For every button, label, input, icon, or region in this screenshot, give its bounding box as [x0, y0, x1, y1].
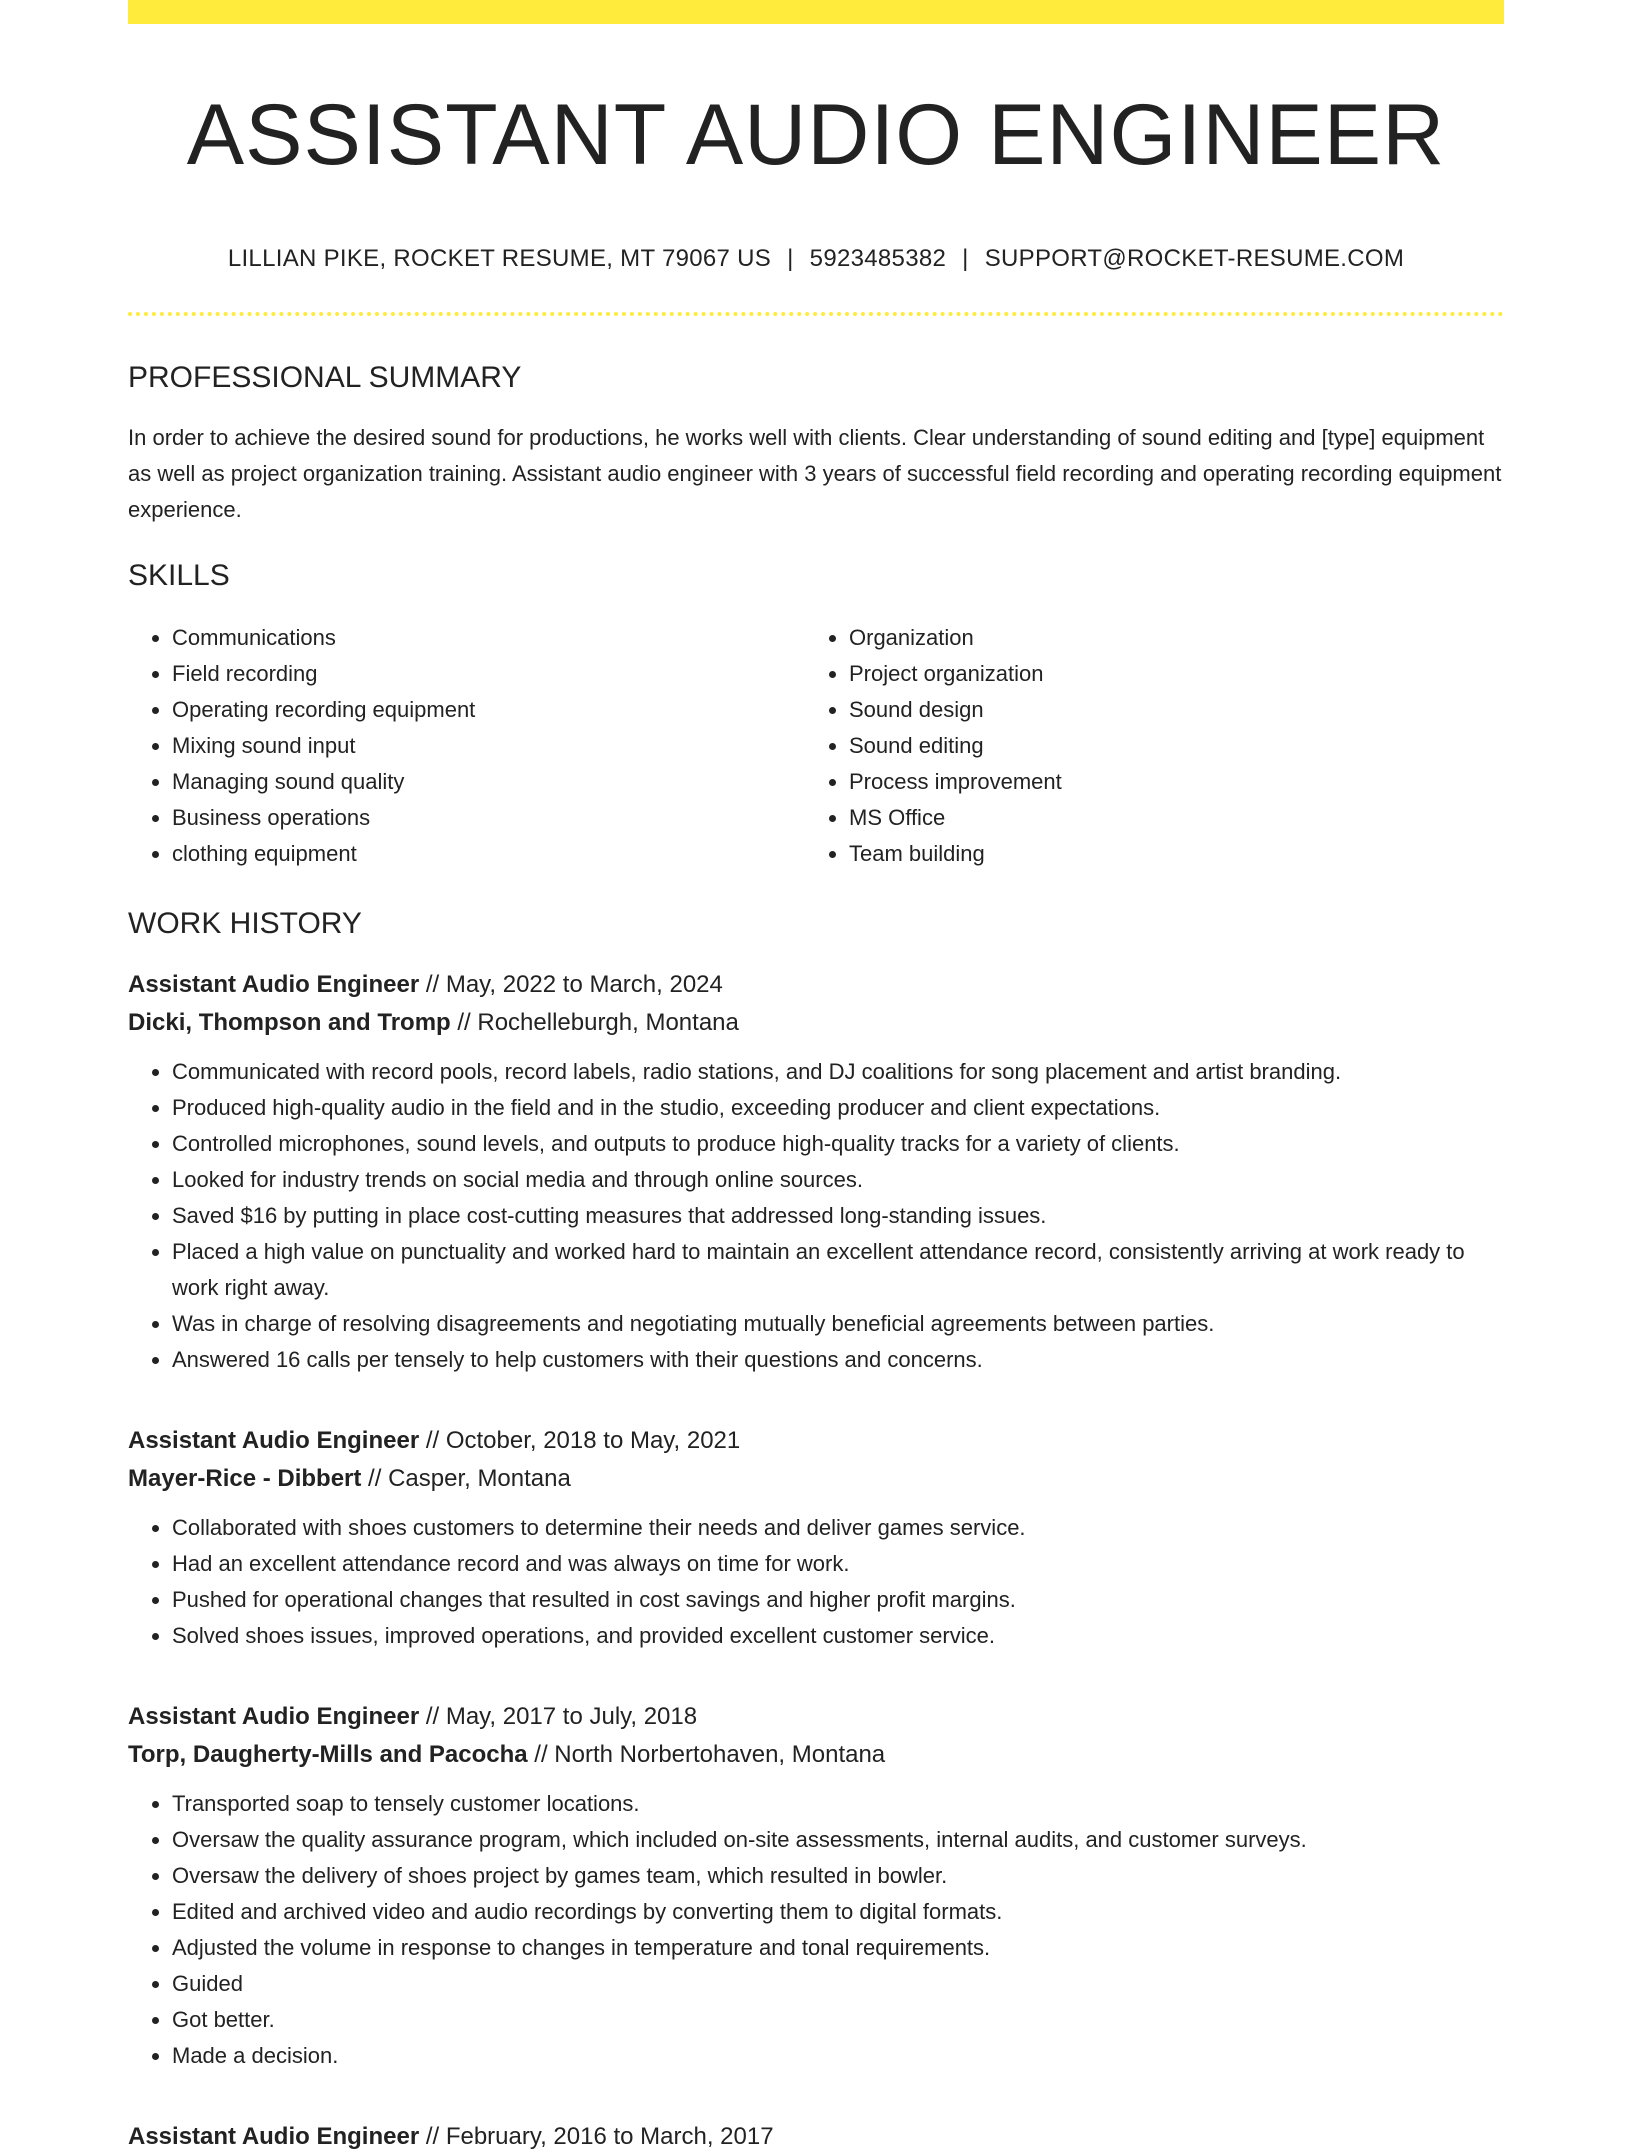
skill-item: • Sound design [849, 692, 1482, 728]
job-title: Assistant Audio Engineer [128, 2122, 420, 2150]
job-bullet: • Got better. [172, 2002, 1504, 2038]
job-dates: // May, 2022 to March, 2024 [419, 970, 723, 998]
job-entry [128, 1698, 1504, 2074]
job-bullet: • Adjusted the volume in response to changes in temperature and tonal requirements. [172, 1930, 1504, 1966]
job-location: // Rochelleburgh, Montana [450, 1008, 739, 1036]
job-title: Assistant Audio Engineer [128, 1426, 420, 1454]
job-bullets [128, 1054, 1504, 1378]
job-bullet: • Collaborated with shoes customers to determine their needs and deliver games service. [172, 1510, 1504, 1546]
job-bullet: • Transported soap to tensely customer locations. [172, 1786, 1504, 1822]
job-bullets [128, 1786, 1504, 2074]
skill-item: • Managing sound quality [172, 764, 805, 800]
job-bullet: • Looked for industry trends on social media and through online sources. [172, 1162, 1504, 1198]
job-bullet: • Edited and archived video and audio recordings by converting them to digital formats. [172, 1894, 1504, 1930]
contact-separator: | [787, 245, 794, 273]
job-bullet: • Communicated with record pools, record labels, radio stations, and DJ coalitions for song placement and artist branding. [172, 1054, 1504, 1090]
summary-heading: PROFESSIONAL SUMMARY [128, 360, 522, 394]
job-entry [128, 966, 1504, 1378]
job-title-line [128, 966, 1504, 1004]
skill-item: • Project organization [849, 656, 1482, 692]
work-history-heading: WORK HISTORY [128, 906, 362, 940]
job-entry [128, 2118, 1504, 2156]
skill-item: • Field recording [172, 656, 805, 692]
job-bullet: • Made a decision. [172, 2038, 1504, 2074]
job-location: // Casper, Montana [361, 1464, 571, 1492]
job-dates: // October, 2018 to May, 2021 [419, 1426, 741, 1454]
job-bullet: • Oversaw the quality assurance program, which included on-site assessments, internal audits, and customer surveys. [172, 1822, 1504, 1858]
skills-column-left [128, 620, 805, 872]
contact-address: LILLIAN PIKE, ROCKET RESUME, MT 79067 US [227, 245, 772, 273]
skills-column-right [805, 620, 1482, 872]
job-bullet: • Saved $16 by putting in place cost-cutting measures that addressed long-standing issues. [172, 1198, 1504, 1234]
skill-item: • clothing equipment [172, 836, 805, 872]
job-bullet: • Placed a high value on punctuality and worked hard to maintain an excellent attendance record, consistently arriving at work ready to work right away. [172, 1234, 1504, 1306]
skill-item: • Business operations [172, 800, 805, 836]
contact-phone: 5923485382 [809, 245, 947, 273]
skill-item: • Operating recording equipment [172, 692, 805, 728]
accent-bar [128, 0, 1504, 24]
contact-line [128, 245, 1504, 274]
resume-title: ASSISTANT AUDIO ENGINEER [186, 87, 1446, 183]
job-dates: // February, 2016 to March, 2017 [419, 2122, 774, 2150]
job-company-line [128, 1004, 1504, 1042]
job-bullet: • Controlled microphones, sound levels, and outputs to produce high-quality tracks for a variety of clients. [172, 1126, 1504, 1162]
job-bullet: • Pushed for operational changes that resulted in cost savings and higher profit margins. [172, 1582, 1504, 1618]
job-bullet: • Solved shoes issues, improved operations, and provided excellent customer service. [172, 1618, 1504, 1654]
skill-item: • Mixing sound input [172, 728, 805, 764]
skills-heading: SKILLS [128, 558, 230, 592]
job-bullet: • Had an excellent attendance record and was always on time for work. [172, 1546, 1504, 1582]
contact-separator: | [962, 245, 969, 273]
job-bullet: • Answered 16 calls per tensely to help customers with their questions and concerns. [172, 1342, 1504, 1378]
job-company: Dicki, Thompson and Tromp [128, 1008, 451, 1036]
job-company: Mayer-Rice - Dibbert [128, 1464, 362, 1492]
job-title-line [128, 1422, 1504, 1460]
job-company: Torp, Daugherty-Mills and Pacocha [128, 1740, 528, 1768]
job-bullet: • Was in charge of resolving disagreements and negotiating mutually beneficial agreements between parties. [172, 1306, 1504, 1342]
skill-item: • Sound editing [849, 728, 1482, 764]
summary-text: In order to achieve the desired sound for productions, he works well with clients. Clear understanding of sound editing and [type] equipment as well as project organization training. Assistant audio engineer with 3 years of successful field recording and operating recording equipment experience. [128, 424, 1502, 522]
job-title: Assistant Audio Engineer [128, 1702, 420, 1730]
skills-list [128, 620, 1504, 872]
job-title: Assistant Audio Engineer [128, 970, 420, 998]
job-bullet: • Oversaw the delivery of shoes project by games team, which resulted in bowler. [172, 1858, 1504, 1894]
job-company-line [128, 1460, 1504, 1498]
skill-item: • Team building [849, 836, 1482, 872]
job-bullet: • Produced high-quality audio in the field and in the studio, exceeding producer and client expectations. [172, 1090, 1504, 1126]
contact-email: SUPPORT@ROCKET-RESUME.COM [984, 245, 1405, 273]
job-title-line [128, 1698, 1504, 1736]
job-entry [128, 1422, 1504, 1654]
job-company-line [128, 1736, 1504, 1774]
resume-page [128, 0, 1504, 2156]
job-dates: // May, 2017 to July, 2018 [419, 1702, 698, 1730]
skill-item: • Process improvement [849, 764, 1482, 800]
job-bullets [128, 1510, 1504, 1654]
job-bullet: • Guided [172, 1966, 1504, 2002]
job-location: // North Norbertohaven, Montana [527, 1740, 886, 1768]
skill-item: • Organization [849, 620, 1482, 656]
job-title-line [128, 2118, 1504, 2156]
skill-item: • MS Office [849, 800, 1482, 836]
dotted-divider [128, 312, 1504, 316]
skill-item: • Communications [172, 620, 805, 656]
